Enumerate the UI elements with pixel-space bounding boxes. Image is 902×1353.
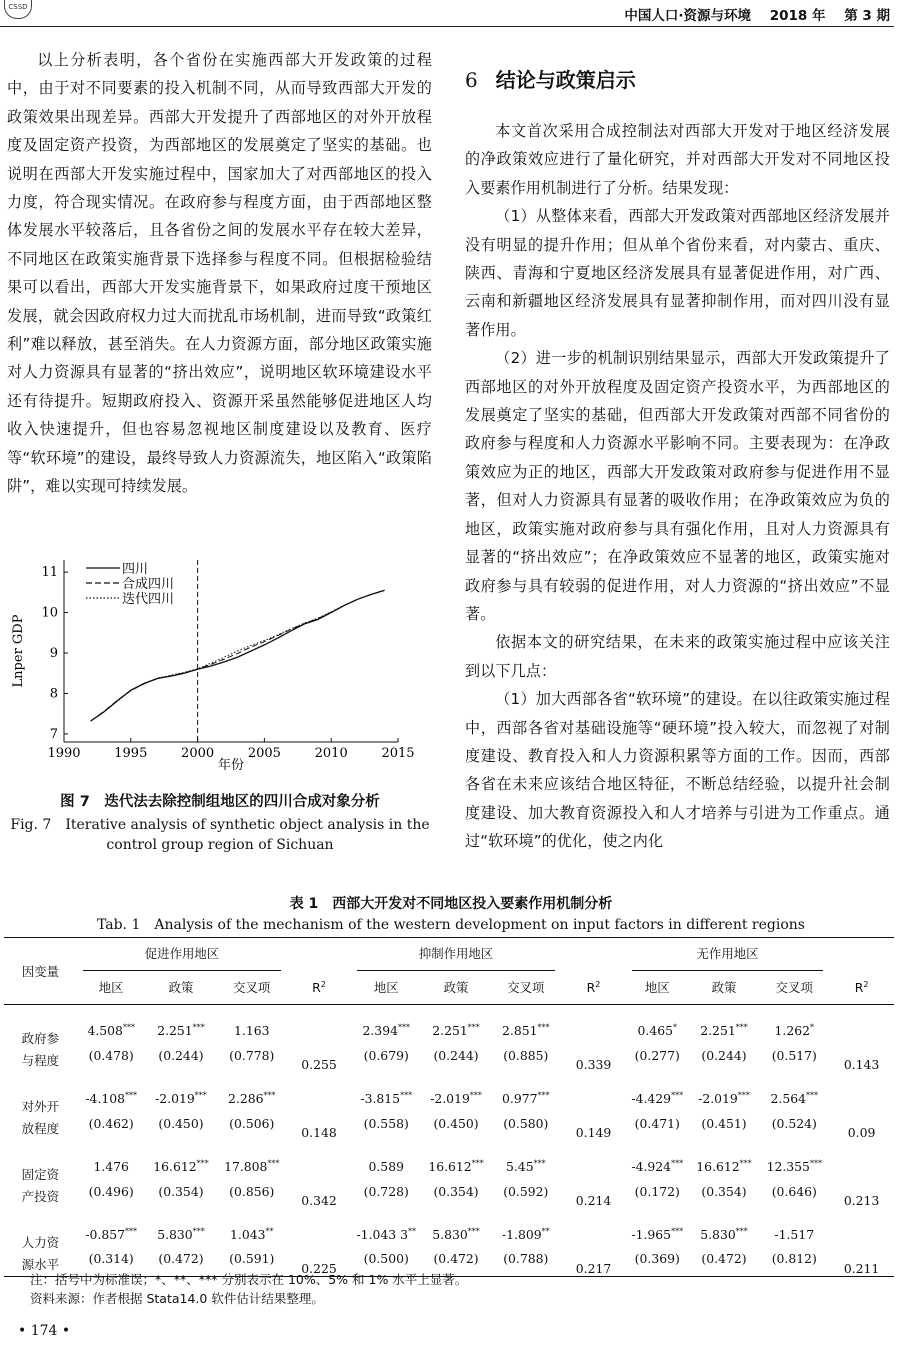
table-row-se bbox=[4, 1174, 894, 1208]
dep-var-line: 政府参 bbox=[21, 1031, 60, 1046]
dep-var-line: 产投资 bbox=[21, 1189, 60, 1204]
coef-value: 2.251 bbox=[700, 1023, 736, 1038]
se-cell: (0.524) bbox=[771, 1115, 817, 1131]
table-row bbox=[4, 1004, 894, 1038]
group-header-none: 无作用地区 bbox=[632, 938, 823, 971]
coef-cell bbox=[759, 1208, 829, 1242]
coef-value: 1.262 bbox=[774, 1023, 810, 1038]
coef-cell bbox=[689, 1072, 760, 1106]
coef-value: 2.251 bbox=[157, 1023, 193, 1038]
section-number: 6 bbox=[465, 68, 478, 92]
coef-value: 0.589 bbox=[368, 1159, 404, 1174]
paragraph: 依据本文的研究结果，在未来的政策实施过程中应该关注到以下几点： bbox=[465, 633, 890, 680]
coef-cell bbox=[146, 1004, 217, 1038]
se-cell: (0.646) bbox=[771, 1183, 817, 1199]
se-cell: (0.244) bbox=[701, 1047, 747, 1063]
significance-stars: *** bbox=[125, 1226, 138, 1236]
y-tick-label: 11 bbox=[41, 565, 58, 581]
coef-value: -1.043 3 bbox=[356, 1227, 408, 1242]
x-axis-label: 年份 bbox=[217, 758, 245, 773]
y-tick-label: 9 bbox=[49, 646, 58, 662]
col-header-r2: $R^2$ bbox=[854, 979, 869, 995]
legend-label: 迭代四川 bbox=[122, 592, 175, 607]
se-cell: (0.812) bbox=[771, 1251, 817, 1267]
coef-cell bbox=[146, 1140, 217, 1174]
coef-cell bbox=[422, 1140, 491, 1174]
y-axis-label: Lnper GDP bbox=[11, 614, 26, 688]
coef-cell bbox=[490, 1208, 561, 1242]
significance-stars: *** bbox=[537, 1022, 550, 1032]
r2-cell: 0.09 bbox=[847, 1125, 876, 1140]
significance-stars: * bbox=[810, 1022, 814, 1032]
col-header-policy: 政策 bbox=[711, 980, 737, 996]
x-tick-label: 2005 bbox=[247, 746, 281, 761]
coef-value: 2.564 bbox=[770, 1091, 806, 1106]
coef-value: 2.394 bbox=[362, 1023, 398, 1038]
col-header-policy: 政策 bbox=[443, 980, 469, 996]
coef-cell bbox=[689, 1004, 760, 1038]
coef-cell bbox=[759, 1140, 829, 1174]
se-cell: (0.788) bbox=[503, 1251, 549, 1267]
paragraph: （1）从整体来看，西部大开发政策对西部地区经济发展并没有明显的提升作用；但从单个省份来看，对内蒙古、重庆、陕西、青海和宁夏地区经济发展具有显著促进作用，对广西、云南和新疆地区经济发展具有显著抑制作用，而对四川没有显著作用。 bbox=[465, 207, 890, 339]
coef-cell bbox=[351, 1140, 422, 1174]
se-cell: (0.856) bbox=[229, 1183, 275, 1199]
paragraph: （1）加大西部各省“软环境”的建设。在以往政策实施过程中，西部各省对基础设施等“硬环境”投入较大，而忽视了对制度建设、教育投入和人力资源积累等方面的工作。因而，西部各省在未来应该结合地区特征，不断总结经验，以提升社会制度建设、加大教育资源投入和人才培养与引进为工作重点。通过“软环境”的优化，使之内化 bbox=[465, 690, 890, 851]
significance-stars: *** bbox=[739, 1158, 752, 1168]
significance-stars: *** bbox=[194, 1090, 207, 1100]
coef-cell bbox=[422, 1208, 491, 1242]
right-column bbox=[465, 117, 890, 856]
paragraph: 以上分析表明，各个省份在实施西部大开发政策的过程中，由于对不同要素的投入机制不同，从而导致西部大开发的政策效果出现差异。西部大开发提升了西部地区的对外开放程度及固定资产投资，为西部地区的发展奠定了坚实的基础。也说明在西部大开发实施过程中，国家加大了对西部地区的投入力度，符合现实情况。在政府参与程度方面，由于西部地区整体发展水平较落后，且各省份之间的发展水平存在较大差异，不同地区在政策实施背景下选择参与程度不同。但根据检验结果可以看出，西部大开发实施背景下，如果政府过度干预地区发展，就会因政府权力过大而扰乱市场机制，进而导致“政策红利”难以释放，甚至消失。在人力资源方面，部分地区政策实施对人力资源具有显著的“挤出效应”，说明地区软环境建设水平还有待提升。短期政府投入、资源开采虽然能够促进地区人均收入快速提升，但也容易忽视地区制度建设以及教育、医疗等“软环境”的建设，最终导致人力资源流失，地区陷入“政策陷阱”，难以实现可持续发展。 bbox=[7, 51, 432, 496]
se-cell: (0.471) bbox=[634, 1115, 680, 1131]
dep-var-cell bbox=[4, 1208, 77, 1276]
significance-stars: *** bbox=[400, 1090, 413, 1100]
journal-name: 中国人口·资源与环境 bbox=[624, 8, 752, 24]
coef-cell bbox=[759, 1004, 829, 1038]
significance-stars: *** bbox=[267, 1158, 280, 1168]
series-line-2 bbox=[91, 590, 385, 721]
r2-cell: 0.148 bbox=[301, 1125, 337, 1140]
significance-stars: *** bbox=[263, 1090, 276, 1100]
coef-cell bbox=[146, 1208, 217, 1242]
coef-cell bbox=[626, 1072, 689, 1106]
table-body bbox=[4, 1004, 894, 1276]
dep-var-line: 对外开 bbox=[21, 1099, 60, 1114]
coef-value: 2.251 bbox=[432, 1023, 468, 1038]
dep-var-line: 人力资 bbox=[21, 1234, 60, 1250]
table-caption-en: Tab. 1 Analysis of the mechanism of the western development on input factors in different regions bbox=[97, 917, 805, 933]
se-cell: (0.244) bbox=[158, 1047, 204, 1063]
y-tick-label: 8 bbox=[49, 686, 58, 702]
x-tick-label: 2015 bbox=[381, 746, 415, 761]
x-tick-label: 2000 bbox=[181, 746, 215, 761]
legend-label: 合成四川 bbox=[122, 577, 175, 592]
figure-caption-en: Fig. 7 Iterative analysis of synthetic object analysis in the control group region of Sichuan bbox=[10, 817, 430, 853]
coef-value: 1.043 bbox=[230, 1227, 266, 1242]
coef-value: 12.355 bbox=[766, 1159, 810, 1174]
coef-cell bbox=[216, 1208, 287, 1242]
r2-cell: 0.225 bbox=[287, 1208, 351, 1276]
significance-stars: ** bbox=[407, 1226, 416, 1236]
coef-cell bbox=[146, 1072, 217, 1106]
col-header-interaction: 交叉项 bbox=[507, 980, 545, 996]
se-cell: (0.478) bbox=[88, 1047, 134, 1063]
y-tick-label: 10 bbox=[41, 605, 58, 621]
dep-var-line: 与程度 bbox=[21, 1053, 60, 1068]
r2-cell: 0.217 bbox=[561, 1208, 626, 1276]
coef-cell bbox=[490, 1140, 561, 1174]
journal-issue: 第 3 期 bbox=[844, 8, 890, 24]
table-notes bbox=[30, 1270, 467, 1308]
coef-cell bbox=[626, 1140, 689, 1174]
journal-logo: CSSD bbox=[4, 0, 32, 19]
significance-stars: *** bbox=[122, 1022, 135, 1032]
coef-value: 5.830 bbox=[432, 1227, 468, 1242]
dep-var-cell bbox=[4, 1004, 77, 1072]
coef-value: 1.163 bbox=[234, 1023, 270, 1038]
table-source: 资料来源：作者根据 Stata14.0 软件估计结果整理。 bbox=[30, 1291, 324, 1306]
journal-year: 2018 年 bbox=[769, 8, 826, 24]
r2-cell: 0.149 bbox=[575, 1125, 612, 1140]
coef-value: 2.286 bbox=[228, 1091, 264, 1106]
significance-stars: *** bbox=[469, 1090, 482, 1100]
se-cell: (0.450) bbox=[158, 1115, 204, 1131]
se-cell: (0.778) bbox=[229, 1047, 275, 1063]
dep-var-line: 放程度 bbox=[21, 1121, 60, 1136]
section-heading bbox=[465, 64, 636, 93]
coef-value: 16.612 bbox=[696, 1159, 740, 1174]
col-header-region: 地区 bbox=[373, 980, 399, 996]
r2-cell: 0.213 bbox=[843, 1193, 880, 1208]
table-row-se bbox=[4, 1038, 894, 1072]
se-cell: (0.451) bbox=[701, 1115, 747, 1131]
se-cell: (0.472) bbox=[433, 1251, 479, 1267]
se-cell: (0.277) bbox=[634, 1047, 680, 1063]
coef-value: 0.977 bbox=[502, 1091, 538, 1106]
coef-value: -1.809 bbox=[501, 1227, 542, 1242]
r2-cell: 0.342 bbox=[301, 1193, 337, 1208]
coef-cell bbox=[490, 1072, 561, 1106]
r2-cell: 0.143 bbox=[843, 1057, 880, 1072]
se-cell: (0.369) bbox=[634, 1251, 680, 1267]
col-header-policy: 政策 bbox=[168, 980, 194, 996]
coef-cell bbox=[422, 1004, 491, 1038]
table-row bbox=[4, 1208, 894, 1242]
coef-value: -3.815 bbox=[360, 1091, 401, 1106]
coef-value: -2.019 bbox=[430, 1091, 470, 1106]
coef-value: 5.830 bbox=[157, 1227, 193, 1242]
significance-stars: *** bbox=[671, 1158, 684, 1168]
col-header-interaction: 交叉项 bbox=[233, 980, 271, 996]
section-title: 结论与政策启示 bbox=[495, 68, 636, 92]
coef-value: -4.108 bbox=[85, 1091, 126, 1106]
dep-var-cell bbox=[4, 1140, 77, 1208]
coef-cell bbox=[422, 1072, 491, 1106]
se-cell: (0.354) bbox=[433, 1183, 479, 1199]
coef-cell bbox=[351, 1072, 422, 1106]
se-cell: (0.472) bbox=[701, 1251, 747, 1267]
r2-cell: 0.339 bbox=[575, 1057, 612, 1072]
se-cell: (0.462) bbox=[88, 1115, 134, 1131]
coef-cell bbox=[351, 1208, 422, 1242]
figure-caption-zh: 图 7 迭代法去除控制组地区的四川合成对象分析 bbox=[60, 794, 380, 810]
coef-value: -4.429 bbox=[631, 1091, 672, 1106]
significance-stars: ** bbox=[265, 1226, 274, 1236]
series-line-3 bbox=[91, 590, 385, 721]
significance-stars: * bbox=[672, 1022, 677, 1032]
significance-stars: *** bbox=[671, 1226, 684, 1236]
x-tick-label: 1990 bbox=[47, 746, 81, 761]
col-header-r2: $R^2$ bbox=[312, 979, 326, 995]
significance-stars: *** bbox=[735, 1226, 748, 1236]
coef-value: 0.465 bbox=[637, 1023, 673, 1038]
se-cell: (0.679) bbox=[363, 1047, 409, 1063]
significance-stars: *** bbox=[467, 1022, 480, 1032]
significance-stars: *** bbox=[735, 1022, 748, 1032]
dep-var-line: 源水平 bbox=[21, 1256, 60, 1272]
legend-label: 四川 bbox=[122, 562, 149, 577]
coef-value: -0.857 bbox=[85, 1227, 126, 1242]
coef-cell bbox=[626, 1208, 689, 1242]
se-cell: (0.472) bbox=[158, 1251, 204, 1267]
se-cell: (0.496) bbox=[88, 1183, 134, 1199]
y-tick-label: 7 bbox=[49, 726, 58, 742]
paragraph: 本文首次采用合成控制法对西部大开发对于地区经济发展的净政策效应进行了量化研究，并对西部大开发对不同地区投入要素作用机制进行了分析。结果发现： bbox=[465, 122, 890, 197]
table-caption-zh: 表 1 西部大开发对不同地区投入要素作用机制分析 bbox=[289, 896, 613, 912]
coef-cell bbox=[759, 1072, 829, 1106]
se-cell: (0.354) bbox=[701, 1183, 747, 1199]
coef-value: 4.508 bbox=[87, 1023, 123, 1038]
significance-stars: *** bbox=[196, 1158, 209, 1168]
coef-cell bbox=[626, 1004, 689, 1038]
coef-value: -2.019 bbox=[155, 1091, 195, 1106]
x-tick-label: 1995 bbox=[114, 746, 148, 761]
significance-stars: *** bbox=[125, 1090, 138, 1100]
se-cell: (0.354) bbox=[158, 1183, 204, 1199]
se-cell: (0.558) bbox=[363, 1115, 409, 1131]
table-row bbox=[4, 1072, 894, 1106]
coef-cell bbox=[689, 1208, 760, 1242]
significance-stars: *** bbox=[471, 1158, 484, 1168]
page-number: • 174 • bbox=[18, 1323, 71, 1339]
coef-cell bbox=[689, 1140, 760, 1174]
coef-cell bbox=[490, 1004, 561, 1038]
coef-cell bbox=[77, 1072, 146, 1106]
r2-cell: 0.255 bbox=[301, 1057, 337, 1072]
table-row-se bbox=[4, 1106, 894, 1140]
x-tick-label: 2010 bbox=[314, 746, 348, 761]
coef-cell bbox=[77, 1004, 146, 1038]
significance-stars: *** bbox=[533, 1158, 546, 1168]
se-cell: (0.580) bbox=[503, 1115, 549, 1131]
col-header-region: 地区 bbox=[644, 980, 670, 996]
left-column bbox=[7, 46, 432, 501]
se-cell: (0.450) bbox=[433, 1115, 479, 1131]
dep-var-header: 因变量 bbox=[4, 938, 77, 1005]
significance-stars: *** bbox=[537, 1090, 550, 1100]
se-cell: (0.591) bbox=[229, 1251, 275, 1267]
se-cell: (0.517) bbox=[771, 1047, 817, 1063]
coef-value: -1.965 bbox=[631, 1227, 672, 1242]
coef-cell bbox=[77, 1208, 146, 1242]
significance-stars: *** bbox=[806, 1090, 818, 1100]
significance-stars: ** bbox=[541, 1226, 550, 1236]
se-cell: (0.244) bbox=[433, 1047, 479, 1063]
significance-stars: *** bbox=[192, 1226, 205, 1236]
se-cell: (0.172) bbox=[634, 1183, 680, 1199]
coef-value: -4.924 bbox=[631, 1159, 672, 1174]
r2-cell: 0.211 bbox=[829, 1208, 894, 1276]
coef-value: 16.612 bbox=[428, 1159, 472, 1174]
running-header bbox=[0, 4, 890, 24]
group-header-inhibit: 抑制作用地区 bbox=[357, 938, 555, 971]
se-cell: (0.314) bbox=[88, 1251, 134, 1267]
significance-stars: *** bbox=[467, 1226, 480, 1236]
coef-cell bbox=[77, 1140, 146, 1174]
series-line-1 bbox=[91, 590, 385, 721]
coef-value: 1.476 bbox=[93, 1159, 129, 1174]
significance-stars: *** bbox=[809, 1158, 822, 1168]
coef-value: 5.830 bbox=[700, 1227, 736, 1242]
coef-value: 2.851 bbox=[502, 1023, 538, 1038]
group-header-promote: 促进作用地区 bbox=[83, 938, 281, 971]
coef-cell bbox=[216, 1072, 287, 1106]
col-header-r2: $R^2$ bbox=[586, 979, 601, 995]
coef-value: -2.019 bbox=[698, 1091, 738, 1106]
col-header-region: 地区 bbox=[98, 980, 124, 996]
r2-cell: 0.214 bbox=[575, 1193, 612, 1208]
coef-cell bbox=[351, 1004, 422, 1038]
paragraph: （2）进一步的机制识别结果显示，西部大开发政策提升了西部地区的对外开放程度及固定资产投资水平，为西部地区的发展奠定了坚实的基础，但西部大开发政策对西部不同省份的政府参与程度和人力资源水平影响不同。主要表现为：在净政策效应为正的地区，西部大开发政策对政府参与促进作用不显著，但对人力资源具有显著的吸收作用；在净政策效应为负的地区，政策实施对政府参与具有强化作用，且对人力资源具有显著的“挤出效应”；在净政策效应不显著的地区，政策实施对政府参与具有较弱的促进作用，对人力资源的“挤出效应”不显著。 bbox=[465, 349, 890, 623]
coef-cell bbox=[216, 1004, 287, 1038]
table-note: 注：括号中为标准误；*、**、*** 分别表示在 10%、5% 和 1% 水平上显著。 bbox=[30, 1272, 468, 1287]
se-cell: (0.885) bbox=[503, 1047, 549, 1063]
dep-var-cell bbox=[4, 1072, 77, 1140]
figure-7-chart bbox=[0, 548, 440, 783]
results-table bbox=[4, 937, 894, 1277]
significance-stars: *** bbox=[737, 1090, 750, 1100]
coef-value: 16.612 bbox=[153, 1159, 197, 1174]
significance-stars: *** bbox=[192, 1022, 205, 1032]
se-cell: (0.500) bbox=[363, 1251, 409, 1267]
se-cell: (0.728) bbox=[363, 1183, 409, 1199]
col-header-interaction: 交叉项 bbox=[775, 980, 813, 996]
se-cell: (0.506) bbox=[229, 1115, 275, 1131]
significance-stars: *** bbox=[671, 1090, 684, 1100]
table-row bbox=[4, 1140, 894, 1174]
coef-cell bbox=[216, 1140, 287, 1174]
coef-value: 5.45 bbox=[505, 1159, 534, 1174]
coef-value: 17.808 bbox=[224, 1159, 268, 1174]
coef-value: -1.517 bbox=[774, 1227, 815, 1242]
header-rule bbox=[0, 26, 894, 27]
se-cell: (0.592) bbox=[503, 1183, 549, 1199]
significance-stars: *** bbox=[397, 1022, 410, 1032]
dep-var-line: 固定资 bbox=[21, 1167, 60, 1182]
